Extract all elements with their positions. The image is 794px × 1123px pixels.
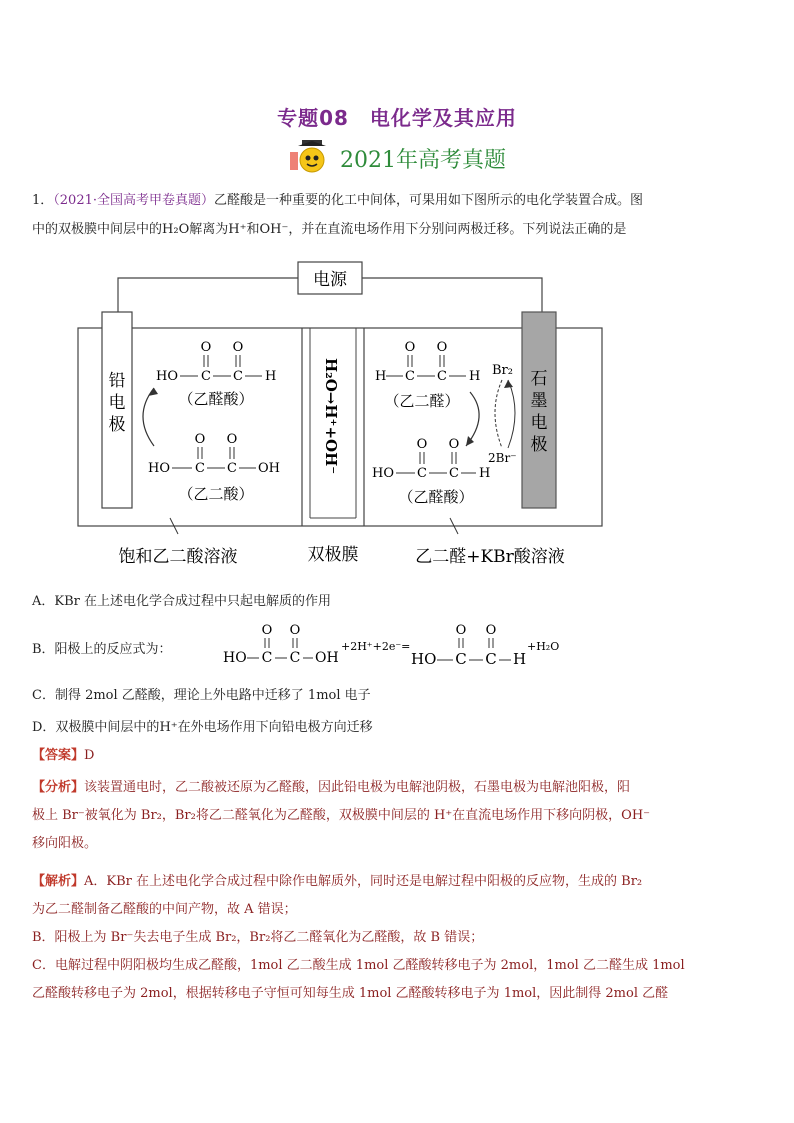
page-title: 专题08 电化学及其应用 <box>277 106 517 130</box>
br2-label: Br₂ <box>492 363 513 378</box>
eq-oxalic-c1: C <box>261 650 273 666</box>
br-minus-label: 2Br⁻ <box>488 451 517 465</box>
eq-suffix: +H₂O <box>527 640 560 653</box>
explain-a-line-1 <box>32 868 746 896</box>
membrane-reaction: H₂O→H⁺+OH⁻ <box>322 358 340 475</box>
right-top-o2: O <box>436 340 448 355</box>
option-d-part2: 在外电场作用下向铅电极方向迁移 <box>177 720 373 735</box>
label-left-solution: 饱和乙二酸溶液 <box>118 547 238 567</box>
eq-glyoxylic-c1: C <box>455 650 467 668</box>
mascot-icon <box>288 138 332 178</box>
right-bot-o2: O <box>448 437 460 452</box>
left-top-c2: C <box>233 369 243 384</box>
option-d <box>32 716 373 735</box>
stem-part2a: 中的双极膜中间层中的 <box>32 222 163 237</box>
left-bot-o2: O <box>226 432 238 447</box>
br-cycle-right <box>508 380 515 448</box>
lead-electrode-char-2: 电 <box>108 393 126 413</box>
option-d-hplus: H⁺ <box>159 720 178 735</box>
left-top-ho: HO <box>156 369 178 384</box>
explain-a-line-2: 为乙二醛制备乙醛酸的中间产物，故 A 错误； <box>32 902 297 917</box>
right-top-h1: H <box>375 369 387 384</box>
eq-glyoxylic-ho: HO <box>411 650 437 668</box>
option-a: A．KBr 在上述电化学合成过程中只起电解质的作用 <box>32 594 332 609</box>
eq-oxalic-o1: O <box>261 623 273 638</box>
eq-glyoxylic-o1: O <box>455 623 467 638</box>
left-bot-ho: HO <box>148 461 170 476</box>
right-top-name: （乙二醛） <box>384 392 460 410</box>
question-stem-line1 <box>32 186 744 215</box>
stem-part1: 乙醛酸是一种重要的化工中间体，可果用如下图所示的电化学装置合成。图 <box>214 193 644 208</box>
stem-and: 和 <box>246 222 260 237</box>
right-bot-o1: O <box>416 437 428 452</box>
left-bottom-name: （乙二酸） <box>178 485 254 503</box>
explain-b-line: B．阳极上为 Br⁻失去电子生成 Br₂，Br₂将乙二醛氧化为乙醛酸，故 B 错误； <box>32 930 484 945</box>
graphite-electrode-char-4: 极 <box>530 435 548 455</box>
left-top-c1: C <box>201 369 211 384</box>
label-right-solution: 乙二醛+KBr酸溶液 <box>415 547 565 567</box>
explanation-block <box>32 868 746 1008</box>
stem-h2o: H₂O <box>162 222 190 237</box>
right-bot-h: H <box>479 466 491 481</box>
stem-ohminus: OH⁻ <box>259 222 289 237</box>
right-bot-c2: C <box>449 466 459 481</box>
eq-oxalic-ho: HO <box>223 650 247 666</box>
explain-c-line-2: 乙醛酸转移电子为 2mol，根据转移电子守恒可知每生成 1mol 乙醛酸转移电子为 1mol，因此制得 2mol 乙醛 <box>32 986 669 1001</box>
right-bot-c1: C <box>417 466 427 481</box>
right-arrowhead-icon <box>466 436 474 446</box>
electrolysis-diagram <box>70 256 610 576</box>
br-cycle-arrowhead-icon <box>504 380 513 388</box>
page-subtitle: 2021年高考真题 <box>340 147 506 173</box>
left-top-h: H <box>265 369 277 384</box>
power-label: 电源 <box>313 270 347 290</box>
question-source: （2021·全国高考甲卷真题） <box>53 193 214 208</box>
left-bot-oh: OH <box>258 461 280 476</box>
left-top-name: （乙醛酸） <box>178 390 254 408</box>
graphite-electrode-char-2: 墨 <box>530 391 548 411</box>
option-b-prefix: B．阳极上的反应式为： <box>32 642 172 657</box>
question-number: 1． <box>32 193 54 208</box>
wire-left <box>118 278 298 312</box>
answer-line <box>32 742 746 770</box>
question-stem-line2 <box>32 215 744 244</box>
left-bot-c2: C <box>227 461 237 476</box>
wire-right <box>362 278 542 312</box>
eq-glyoxylic-o2: O <box>485 623 497 638</box>
eq-oxalic-o2: O <box>289 623 301 638</box>
label-membrane: 双极膜 <box>307 545 359 565</box>
left-bot-o1: O <box>194 432 206 447</box>
right-top-o1: O <box>404 340 416 355</box>
right-bottom-name: （乙醛酸） <box>398 488 474 506</box>
right-top-h2: H <box>469 369 481 384</box>
right-bot-ho: HO <box>372 466 394 481</box>
br-cycle-left <box>495 380 502 448</box>
left-curved-arrow <box>143 388 154 446</box>
stem-hplus: H⁺ <box>228 222 247 237</box>
eq-glyoxylic-c2: C <box>485 650 497 668</box>
answer-tag: 【答案】 <box>32 748 85 763</box>
stem-part2c: ，并在直流电场作用下分别问两极迁移。下列说法正确的是 <box>288 222 627 237</box>
left-bot-c1: C <box>195 461 205 476</box>
analysis-line-3: 移向阳极。 <box>32 836 98 851</box>
eq-glyoxylic-h: H <box>513 650 527 668</box>
lead-electrode-char-3: 极 <box>108 415 126 435</box>
graphite-electrode-char-3: 电 <box>530 413 548 433</box>
explain-c-line-1: C．电解过程中阴阳极均生成乙醛酸，1mol 乙二酸生成 1mol 乙醛酸转移电子为 2mol，1mol 乙二醛生成 1mol <box>32 958 685 973</box>
explain-tag: 【解析】 <box>32 874 85 889</box>
lead-electrode-char-1: 铅 <box>108 371 126 391</box>
analysis-text-1: 该装置通电时，乙二酸被还原为乙醛酸，因此铅电极为电解池阴极，石墨电极为电解池阳极，阳 <box>84 780 631 795</box>
left-top-o2: O <box>232 340 244 355</box>
analysis-line-2: 极上 Br⁻被氧化为 Br₂，Br₂将乙二醛氧化为乙醛酸，双极膜中间层的 H⁺在直流电场作用下移向阴极，OH⁻ <box>32 808 651 823</box>
answer-value: D <box>84 748 95 763</box>
option-b-equation <box>215 620 575 672</box>
eq-oxalic-c2: C <box>289 650 301 666</box>
option-d-part1: D．双极膜中间层中的 <box>32 720 160 735</box>
analysis-block <box>32 774 746 858</box>
question-stem <box>32 186 744 244</box>
stem-part2b: 解离为 <box>189 222 229 237</box>
eq-mid: +2H⁺+2e⁻= <box>341 640 411 653</box>
right-top-c2: C <box>437 369 447 384</box>
subtitle-row <box>0 138 794 178</box>
explain-a-text-1: A．KBr 在上述电化学合成过程中除作电解质外，同时还是电解过程中阳极的反应物，生成的 Br₂ <box>84 874 643 889</box>
right-top-c1: C <box>405 369 415 384</box>
option-c: C．制得 2mol 乙醛酸，理论上外电路中迁移了 1mol 电子 <box>32 688 371 703</box>
analysis-tag: 【分析】 <box>32 780 85 795</box>
eq-oxalic-oh: OH <box>315 650 339 666</box>
analysis-line-1 <box>32 774 746 802</box>
left-top-o1: O <box>200 340 212 355</box>
graphite-electrode-char-1: 石 <box>530 369 548 389</box>
